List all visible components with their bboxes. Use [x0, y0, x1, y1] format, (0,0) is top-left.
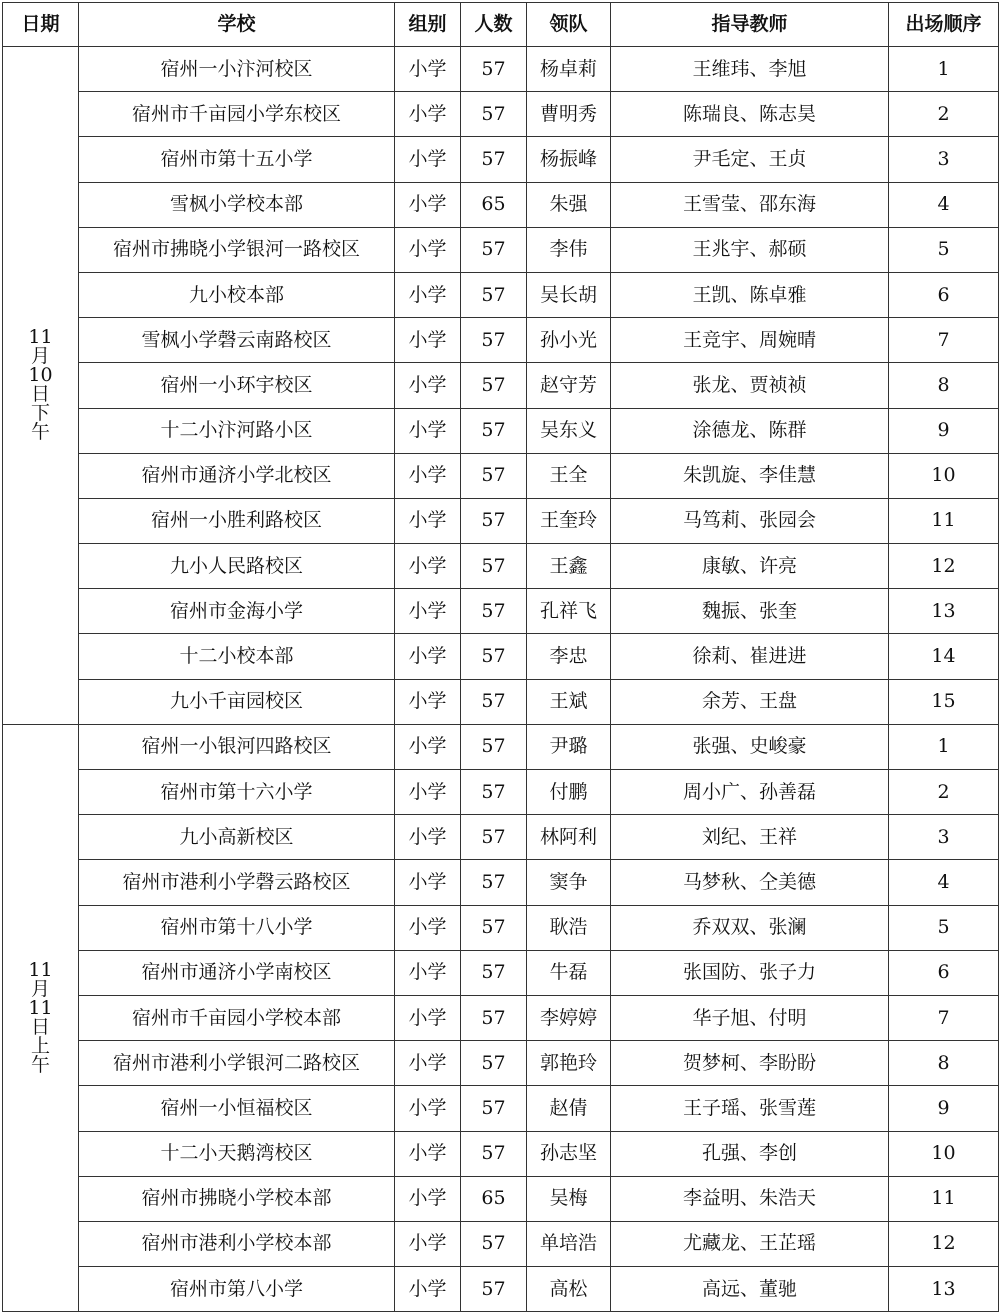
school-cell: 九小高新校区 [79, 815, 395, 860]
teachers-cell: 康敏、许亮 [611, 544, 889, 589]
count-cell: 57 [461, 950, 527, 995]
school-cell: 宿州市通济小学南校区 [79, 950, 395, 995]
count-cell: 57 [461, 227, 527, 272]
group-cell: 小学 [395, 770, 461, 815]
school-cell: 九小千亩园校区 [79, 679, 395, 724]
teachers-cell: 尤藏龙、王芷瑶 [611, 1221, 889, 1266]
order-cell: 4 [889, 182, 999, 227]
table-row [3, 950, 999, 995]
count-cell: 57 [461, 1221, 527, 1266]
leader-cell: 朱强 [527, 182, 611, 227]
teachers-cell: 朱凯旋、李佳慧 [611, 453, 889, 498]
leader-cell: 高松 [527, 1267, 611, 1312]
count-cell: 57 [461, 1041, 527, 1086]
header-order: 出场顺序 [889, 3, 999, 47]
table-row [3, 815, 999, 860]
table-row [3, 770, 999, 815]
leader-cell: 杨振峰 [527, 137, 611, 182]
leader-cell: 林阿利 [527, 815, 611, 860]
school-cell: 宿州市拂晓小学银河一路校区 [79, 227, 395, 272]
order-cell: 15 [889, 679, 999, 724]
table-row [3, 363, 999, 408]
teachers-cell: 王子瑶、张雪莲 [611, 1086, 889, 1131]
group-cell: 小学 [395, 453, 461, 498]
count-cell: 57 [461, 498, 527, 543]
school-cell: 宿州市第十六小学 [79, 770, 395, 815]
group-cell: 小学 [395, 1086, 461, 1131]
count-cell: 65 [461, 1176, 527, 1221]
table-row [3, 47, 999, 92]
table-row [3, 137, 999, 182]
teachers-cell: 尹毛定、王贞 [611, 137, 889, 182]
leader-cell: 耿浩 [527, 905, 611, 950]
count-cell: 57 [461, 453, 527, 498]
teachers-cell: 魏振、张奎 [611, 589, 889, 634]
table-row [3, 544, 999, 589]
count-cell: 57 [461, 589, 527, 634]
leader-cell: 赵倩 [527, 1086, 611, 1131]
count-cell: 57 [461, 363, 527, 408]
table-row [3, 227, 999, 272]
count-cell: 57 [461, 634, 527, 679]
order-cell: 5 [889, 905, 999, 950]
group-cell: 小学 [395, 1041, 461, 1086]
order-cell: 14 [889, 634, 999, 679]
order-cell: 12 [889, 544, 999, 589]
header-date: 日期 [3, 3, 79, 47]
teachers-cell: 王凯、陈卓雅 [611, 272, 889, 317]
teachers-cell: 张国防、张子力 [611, 950, 889, 995]
school-cell: 宿州一小汴河校区 [79, 47, 395, 92]
teachers-cell: 高远、董驰 [611, 1267, 889, 1312]
order-cell: 12 [889, 1221, 999, 1266]
order-cell: 2 [889, 770, 999, 815]
leader-cell: 赵守芳 [527, 363, 611, 408]
teachers-cell: 李益明、朱浩天 [611, 1176, 889, 1221]
teachers-cell: 王雪莹、邵东海 [611, 182, 889, 227]
teachers-cell: 陈瑞良、陈志昊 [611, 92, 889, 137]
session-date-char: 日 [30, 383, 50, 406]
session-date-char: 11 [28, 997, 53, 1020]
school-cell: 宿州一小胜利路校区 [79, 498, 395, 543]
school-cell: 宿州市港利小学校本部 [79, 1221, 395, 1266]
group-cell: 小学 [395, 1267, 461, 1312]
count-cell: 57 [461, 318, 527, 363]
leader-cell: 李婷婷 [527, 995, 611, 1040]
leader-cell: 曹明秀 [527, 92, 611, 137]
table-header [3, 3, 999, 47]
leader-cell: 孙志坚 [527, 1131, 611, 1176]
order-cell: 11 [889, 498, 999, 543]
group-cell: 小学 [395, 1176, 461, 1221]
school-cell: 十二小天鹅湾校区 [79, 1131, 395, 1176]
school-cell: 宿州市千亩园小学东校区 [79, 92, 395, 137]
school-cell: 九小人民路校区 [79, 544, 395, 589]
group-cell: 小学 [395, 950, 461, 995]
leader-cell: 吴梅 [527, 1176, 611, 1221]
session-date-char: 上 [30, 1035, 50, 1058]
table-row [3, 724, 999, 769]
leader-cell: 杨卓莉 [527, 47, 611, 92]
order-cell: 6 [889, 950, 999, 995]
count-cell: 57 [461, 770, 527, 815]
teachers-cell: 张强、史峻豪 [611, 724, 889, 769]
school-cell: 宿州市拂晓小学校本部 [79, 1176, 395, 1221]
group-cell: 小学 [395, 544, 461, 589]
leader-cell: 吴东义 [527, 408, 611, 453]
teachers-cell: 涂德龙、陈群 [611, 408, 889, 453]
count-cell: 57 [461, 1131, 527, 1176]
leader-cell: 吴长胡 [527, 272, 611, 317]
teachers-cell: 孔强、李创 [611, 1131, 889, 1176]
group-cell: 小学 [395, 227, 461, 272]
school-cell: 十二小校本部 [79, 634, 395, 679]
group-cell: 小学 [395, 1131, 461, 1176]
session-date-char: 10 [28, 364, 53, 387]
table-row [3, 318, 999, 363]
table-body [3, 47, 999, 1312]
school-cell: 宿州市港利小学银河二路校区 [79, 1041, 395, 1086]
session-date-char: 午 [30, 421, 50, 444]
count-cell: 57 [461, 544, 527, 589]
table-row [3, 182, 999, 227]
count-cell: 57 [461, 47, 527, 92]
leader-cell: 王鑫 [527, 544, 611, 589]
count-cell: 57 [461, 815, 527, 860]
count-cell: 57 [461, 724, 527, 769]
leader-cell: 窦争 [527, 860, 611, 905]
group-cell: 小学 [395, 815, 461, 860]
school-cell: 九小校本部 [79, 272, 395, 317]
teachers-cell: 周小广、孙善磊 [611, 770, 889, 815]
teachers-cell: 王竞宇、周婉晴 [611, 318, 889, 363]
header-group: 组别 [395, 3, 461, 47]
table-row [3, 408, 999, 453]
session-date-cell [3, 724, 79, 1311]
order-cell: 3 [889, 815, 999, 860]
table-row [3, 905, 999, 950]
count-cell: 57 [461, 92, 527, 137]
session-date-char: 月 [30, 978, 50, 1001]
order-cell: 9 [889, 1086, 999, 1131]
count-cell: 65 [461, 182, 527, 227]
group-cell: 小学 [395, 92, 461, 137]
group-cell: 小学 [395, 498, 461, 543]
order-cell: 13 [889, 589, 999, 634]
school-cell: 宿州市第八小学 [79, 1267, 395, 1312]
group-cell: 小学 [395, 272, 461, 317]
order-cell: 7 [889, 995, 999, 1040]
leader-cell: 尹璐 [527, 724, 611, 769]
teachers-cell: 王维玮、李旭 [611, 47, 889, 92]
school-cell: 宿州一小银河四路校区 [79, 724, 395, 769]
table-row [3, 995, 999, 1040]
table-row [3, 860, 999, 905]
school-cell: 宿州市通济小学北校区 [79, 453, 395, 498]
count-cell: 57 [461, 1267, 527, 1312]
leader-cell: 李忠 [527, 634, 611, 679]
order-cell: 13 [889, 1267, 999, 1312]
session-date-char: 午 [30, 1054, 50, 1077]
table-row [3, 634, 999, 679]
teachers-cell: 刘纪、王祥 [611, 815, 889, 860]
session-date-char: 下 [30, 402, 50, 425]
header-teachers: 指导教师 [611, 3, 889, 47]
group-cell: 小学 [395, 363, 461, 408]
school-cell: 雪枫小学磬云南路校区 [79, 318, 395, 363]
leader-cell: 单培浩 [527, 1221, 611, 1266]
teachers-cell: 马梦秋、仝美德 [611, 860, 889, 905]
count-cell: 57 [461, 137, 527, 182]
table-row [3, 92, 999, 137]
order-cell: 6 [889, 272, 999, 317]
count-cell: 57 [461, 679, 527, 724]
table-row [3, 1267, 999, 1312]
school-cell: 宿州市第十五小学 [79, 137, 395, 182]
order-cell: 1 [889, 47, 999, 92]
session-date-cell [3, 47, 79, 725]
leader-cell: 王奎玲 [527, 498, 611, 543]
header-leader: 领队 [527, 3, 611, 47]
order-cell: 1 [889, 724, 999, 769]
leader-cell: 李伟 [527, 227, 611, 272]
teachers-cell: 张龙、贾祯祯 [611, 363, 889, 408]
group-cell: 小学 [395, 724, 461, 769]
session-date-char: 11 [28, 326, 53, 349]
teachers-cell: 余芳、王盘 [611, 679, 889, 724]
group-cell: 小学 [395, 589, 461, 634]
group-cell: 小学 [395, 137, 461, 182]
header-school: 学校 [79, 3, 395, 47]
count-cell: 57 [461, 860, 527, 905]
table-row [3, 589, 999, 634]
leader-cell: 孔祥飞 [527, 589, 611, 634]
group-cell: 小学 [395, 905, 461, 950]
performance-schedule-table [2, 2, 999, 1312]
table-row [3, 1131, 999, 1176]
order-cell: 5 [889, 227, 999, 272]
table-row [3, 1086, 999, 1131]
table-row [3, 272, 999, 317]
teachers-cell: 贺梦柯、李盼盼 [611, 1041, 889, 1086]
teachers-cell: 乔双双、张澜 [611, 905, 889, 950]
header-row [3, 3, 999, 47]
count-cell: 57 [461, 905, 527, 950]
group-cell: 小学 [395, 679, 461, 724]
teachers-cell: 徐莉、崔进进 [611, 634, 889, 679]
teachers-cell: 华子旭、付明 [611, 995, 889, 1040]
header-count: 人数 [461, 3, 527, 47]
group-cell: 小学 [395, 634, 461, 679]
school-cell: 宿州市第十八小学 [79, 905, 395, 950]
order-cell: 9 [889, 408, 999, 453]
leader-cell: 王全 [527, 453, 611, 498]
teachers-cell: 马笃莉、张园会 [611, 498, 889, 543]
table-row [3, 1221, 999, 1266]
count-cell: 57 [461, 408, 527, 453]
session-date-char: 11 [28, 959, 53, 982]
leader-cell: 牛磊 [527, 950, 611, 995]
group-cell: 小学 [395, 47, 461, 92]
table-row [3, 453, 999, 498]
order-cell: 11 [889, 1176, 999, 1221]
leader-cell: 王斌 [527, 679, 611, 724]
count-cell: 57 [461, 1086, 527, 1131]
school-cell: 宿州市港利小学磬云路校区 [79, 860, 395, 905]
session-date-char: 月 [30, 345, 50, 368]
session-date-char: 日 [30, 1016, 50, 1039]
teachers-cell: 王兆宇、郝硕 [611, 227, 889, 272]
order-cell: 3 [889, 137, 999, 182]
table-row [3, 1176, 999, 1221]
group-cell: 小学 [395, 318, 461, 363]
group-cell: 小学 [395, 182, 461, 227]
school-cell: 宿州市千亩园小学校本部 [79, 995, 395, 1040]
school-cell: 十二小汴河路小区 [79, 408, 395, 453]
count-cell: 57 [461, 272, 527, 317]
group-cell: 小学 [395, 995, 461, 1040]
order-cell: 8 [889, 1041, 999, 1086]
table-row [3, 498, 999, 543]
table-row [3, 1041, 999, 1086]
school-cell: 宿州市金海小学 [79, 589, 395, 634]
leader-cell: 付鹏 [527, 770, 611, 815]
leader-cell: 郭艳玲 [527, 1041, 611, 1086]
count-cell: 57 [461, 995, 527, 1040]
leader-cell: 孙小光 [527, 318, 611, 363]
group-cell: 小学 [395, 408, 461, 453]
order-cell: 2 [889, 92, 999, 137]
school-cell: 雪枫小学校本部 [79, 182, 395, 227]
group-cell: 小学 [395, 1221, 461, 1266]
order-cell: 8 [889, 363, 999, 408]
table-row [3, 679, 999, 724]
order-cell: 7 [889, 318, 999, 363]
group-cell: 小学 [395, 860, 461, 905]
school-cell: 宿州一小环宇校区 [79, 363, 395, 408]
order-cell: 4 [889, 860, 999, 905]
order-cell: 10 [889, 1131, 999, 1176]
school-cell: 宿州一小恒福校区 [79, 1086, 395, 1131]
order-cell: 10 [889, 453, 999, 498]
